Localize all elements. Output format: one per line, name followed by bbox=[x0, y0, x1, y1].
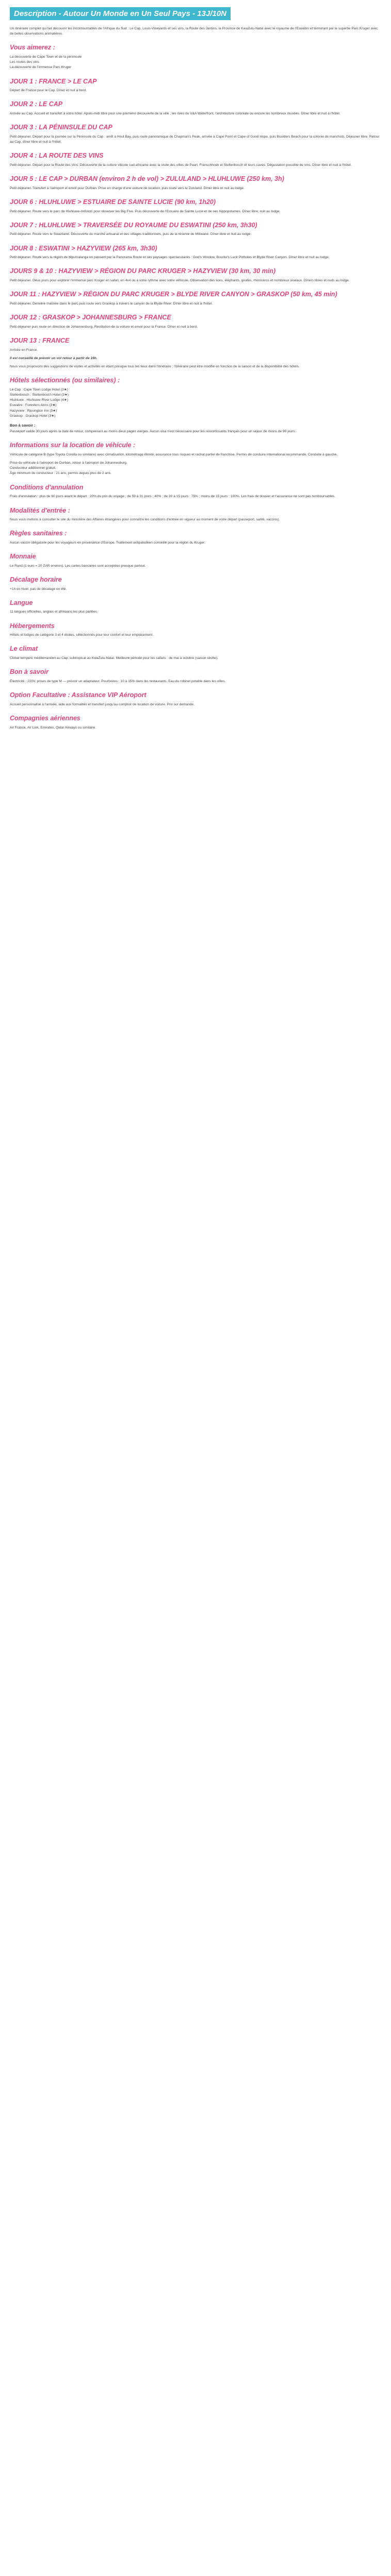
day-title: JOURS 9 & 10 : HAZYVIEW > RÉGION DU PARC KRUGER > HAZYVIEW (30 km, 30 min) bbox=[10, 267, 276, 275]
day-block bbox=[10, 198, 381, 214]
day-block bbox=[10, 267, 381, 283]
hotel-item: Hazyview : Rissington Inn (3★) bbox=[10, 409, 57, 413]
entry-text: Nous vous invitons à consulter le site du ministère des Affaires étrangères pour connaître les conditions d'entrée en vigueur au moment de votre départ (passeport, santé, vaccins). bbox=[10, 518, 280, 522]
good-to-know-text: Électricité : 220V, prises de type M — prévoir un adaptateur. Pourboires : 10 à 15% dans les restaurants. Eau du robinet potable dans les villes. bbox=[10, 679, 226, 683]
timezone-header: Décalage horaire bbox=[10, 575, 62, 583]
airlines-header: Compagnies aériennes bbox=[10, 714, 80, 722]
hotel-item: Eswatini : Foresters Arms (3★) bbox=[10, 403, 57, 408]
intro-text: Un itinéraire complet qui fait découvrir les incontournables de l'Afrique du Sud : Le Cap, Louis-Vineyards et ses vins, la Route des Jardins, la Province de KwaZulu-Natal avec le royaume de l'Eswatini et terminant par le superbe Parc Kruger avec de belles observations animalières. bbox=[10, 27, 378, 36]
vehicle-notes bbox=[10, 461, 381, 477]
assistance-text: Accueil personnalisé à l'arrivée, aide aux formalités et transfert jusqu'au comptoir de location de voiture. Prix sur demande. bbox=[10, 702, 195, 706]
language-header: Langue bbox=[10, 599, 33, 606]
hotel-item: Stellenbosch : Stellenbosch Hotel (3★) bbox=[10, 393, 69, 397]
day-block bbox=[10, 100, 381, 116]
hotel-item: Le Cap : Cape Town Lodge Hotel (3★) bbox=[10, 387, 68, 392]
climate-text: Climat tempéré méditerranéen au Cap, subtropical au KwaZulu-Natal. Meilleure période pour les safaris : de mai à octobre (saison sèche). bbox=[10, 656, 218, 660]
day-block bbox=[10, 314, 381, 330]
day-title: JOUR 3 : LA PÉNINSULE DU CAP bbox=[10, 124, 112, 131]
day-title: JOUR 13 : FRANCE bbox=[10, 336, 70, 344]
day-text: Petit déjeuner. Transfert à l'aéroport et envol pour Durban. Prise en charge d'une voiture de location, puis route vers le Zululand. Dîner libre et nuit au lodge. bbox=[10, 186, 245, 190]
health-text: Aucun vaccin obligatoire pour les voyageurs en provenance d'Europe. Traitement antipaludéen conseillé pour la région du Kruger. bbox=[10, 540, 205, 545]
cancellation-text: Frais d'annulation : plus de 60 jours avant le départ : 20% du prix du voyage ; de 59 à 31 jours : 40% ; de 30 à 15 jours : 75% ; moins de 15 jours : 100%. Les frais de dossier et l'assurance ne sont pas remboursables. bbox=[10, 495, 336, 499]
itinerary-notice: Nous vous proposons des suggestions de visites et activités en étant presque tous les lieux dans l'itinéraire ; l'itinéraire peut être modifié en fonction de la saison et de la disponibilité des hôtels. bbox=[10, 364, 300, 368]
day-text: Petit déjeuner. Route vers le Swaziland. Découverte du marché artisanal et des villages traditionnels, puis de la réserve de Mlilwane. Dîner libre et nuit au lodge. bbox=[10, 232, 252, 236]
hotel-item: Graskop : Graskop Hotel (3★) bbox=[10, 414, 56, 418]
cancellation-header: Conditions d'annulation bbox=[10, 483, 84, 491]
good-to-know-header: Bon à savoir bbox=[10, 668, 49, 676]
visa-header: Bon à savoir : bbox=[10, 423, 36, 428]
lodging-header: Hébergements bbox=[10, 622, 55, 630]
highlight-item: Les routes des vins bbox=[10, 60, 39, 64]
entry-header: Modalités d'entrée : bbox=[10, 506, 70, 514]
airlines-text: Air France, Air Link, Emirates, Qatar Airways ou similaire. bbox=[10, 725, 96, 730]
day-text: Petit déjeuner. Départ pour la Route des Vins. Découverte de la culture viticole sud-africaine avec la visite des villes de Paarl, Franschhoek et Stellenbosch et leurs caves. Dégustation possible de vins. Dîner libre et nuit à l'hôtel. bbox=[10, 163, 352, 167]
day-block bbox=[10, 175, 381, 191]
day-text: Petit déjeuner. Départ pour la journée sur la Péninsule du Cap : arrêt à Hout Bay, puis route panoramique de Chapman's Peak, arrivée à Cape Point et Cape of Good Hope, puis Boulders Beach pour la colonie de manchots. Déjeuner libre. Retour au Cap, dîner libre et nuit à l'hôtel. bbox=[10, 134, 380, 144]
vehicle-note: Conducteur additionnel gratuit. bbox=[10, 466, 56, 470]
day-text: Départ de France pour le Cap. Dîner et nuit à bord. bbox=[10, 89, 87, 93]
vehicle-header: Informations sur la location de véhicule : bbox=[10, 442, 136, 449]
day-text: Arrivée au Cap. Accueil et transfert à votre hôtel. Après-midi libre pour une première découverte de la ville ; les rives du V&A Waterfront, l'architecture coloniale ou encore les nombreux musées. Dîner libre et nuit à l'hôtel. bbox=[10, 112, 340, 116]
currency-text: Le Rand (1 euro = 20 ZAR environ). Les cartes bancaires sont acceptées presque partout. bbox=[10, 564, 146, 568]
day-text: Petit déjeuner. Route vers la région de Mpumalanga en passant par la Panorama Route et ses paysages spectaculaires : God's Window, Bourke's Luck Potholes et Blyde River Canyon. Dîner libre et nuit au lodge. bbox=[10, 256, 330, 260]
day-block bbox=[10, 124, 381, 145]
vehicle-note: Âge minimum du conducteur : 21 ans, permis depuis plus de 2 ans. bbox=[10, 471, 111, 476]
day-title: JOUR 2 : LE CAP bbox=[10, 100, 63, 108]
day-block bbox=[10, 222, 381, 238]
day-text: Petit déjeuner. Dernière matinée dans le parc puis route vers Graskop à travers le canyon de la Blyde River. Dîner libre et nuit à l'hôtel. bbox=[10, 301, 213, 306]
day-title: JOUR 12 : GRASKOP > JOHANNESBURG > FRANCE bbox=[10, 314, 171, 321]
day-text: Petit déjeuner. Route vers le parc de Hluhluwe-Imfolozi pour observer les Big Five. Puis découverte de l'Estuaire de Sainte Lucie et de ses hippopotames. Dîner libre, nuit au lodge. bbox=[10, 209, 281, 213]
assistance-header: Option Facultative : Assistance VIP Aéroport bbox=[10, 691, 146, 699]
day-block bbox=[10, 152, 381, 168]
currency-header: Monnaie bbox=[10, 553, 36, 561]
language-text: 11 langues officielles, anglais et afrikaans les plus parlées. bbox=[10, 610, 98, 614]
highlights-header: Vous aimerez : bbox=[10, 44, 55, 52]
day-text: Arrivée en France. bbox=[10, 348, 38, 352]
return-flight-note: Il est conseillé de prévoir un vol retour à partir de 16h. bbox=[10, 356, 97, 360]
day-title: JOUR 1 : FRANCE > LE CAP bbox=[10, 77, 97, 85]
day-block bbox=[10, 78, 381, 94]
day-title: JOUR 8 : ESWATINI > HAZYVIEW (265 km, 3h30) bbox=[10, 244, 157, 252]
hotels-list bbox=[10, 387, 381, 419]
day-title: JOUR 5 : LE CAP > DURBAN (environ 2 h de vol) > ZULULAND > HLUHLUWE (250 km, 3h) bbox=[10, 175, 284, 183]
highlights-list bbox=[10, 55, 381, 71]
day-title: JOUR 7 : HLUHLUWE > TRAVERSÉE DU ROYAUME DU ESWATINI (250 km, 3h30) bbox=[10, 221, 257, 229]
day-title: JOUR 4 : LA ROUTE DES VINS bbox=[10, 152, 104, 160]
page bbox=[0, 0, 391, 731]
hotels-header: Hôtels sélectionnés (ou similaires) : bbox=[10, 377, 120, 384]
day-text: Petit déjeuner puis route en direction de Johannesburg. Restitution de la voiture et envol pour la France. Dîner et nuit à bord. bbox=[10, 325, 198, 329]
timezone-text: +1h en hiver, pas de décalage en été. bbox=[10, 587, 67, 591]
day-text: Petit déjeuner. Deux jours pour explorer l'immense parc Kruger en safari, en 4x4 ou à votre rythme avec votre véhicule. Observation des lions, éléphants, girafes, rhinocéros et nombreux oiseaux. Dîners libres et nuits au lodge. bbox=[10, 279, 350, 283]
highlight-item: La découverte de Cape Town et de la péninsule bbox=[10, 55, 82, 59]
highlight-item: La découverte de l'immense Parc Kruger bbox=[10, 65, 72, 70]
day-title: JOUR 11 : HAZYVIEW > RÉGION DU PARC KRUGER > BLYDE RIVER CANYON > GRASKOP (50 km, 45 min) bbox=[10, 291, 337, 298]
day-title: JOUR 6 : HLUHLUWE > ESTUAIRE DE SAINTE LUCIE (90 km, 1h20) bbox=[10, 198, 216, 206]
lodging-text: Hôtels et lodges de catégorie 3 et 4 étoiles, sélectionnés pour leur confort et leur emplacement. bbox=[10, 633, 154, 637]
day-block bbox=[10, 337, 381, 353]
hotel-item: Hluhluwe : Hluhluwe River Lodge (4★) bbox=[10, 398, 68, 402]
health-header: Règles sanitaires : bbox=[10, 530, 67, 537]
vehicle-text: Véhicule de catégorie B (type Toyota Corolla ou similaire) avec climatisation, kilométrage illimité, assurance tous risques et rachat partiel de franchise. Permis de conduire international recommandé. Conduite à gauche. bbox=[10, 452, 338, 456]
climate-header: Le climat bbox=[10, 645, 38, 653]
visa-text: Passeport valide 30 jours après la date de retour, comprenant au moins deux pages vierges. Aucun visa n'est nécessaire pour les ressortissants français pour un séjour de moins de 90 jours. bbox=[10, 430, 296, 434]
vehicle-note: Prise du véhicule à l'aéroport de Durban, retour à l'aéroport de Johannesburg. bbox=[10, 461, 127, 465]
page-title: Description - Autour Un Monde en Un Seul Pays - 13J/10N bbox=[10, 7, 231, 20]
day-block bbox=[10, 245, 381, 261]
day-block bbox=[10, 291, 381, 307]
